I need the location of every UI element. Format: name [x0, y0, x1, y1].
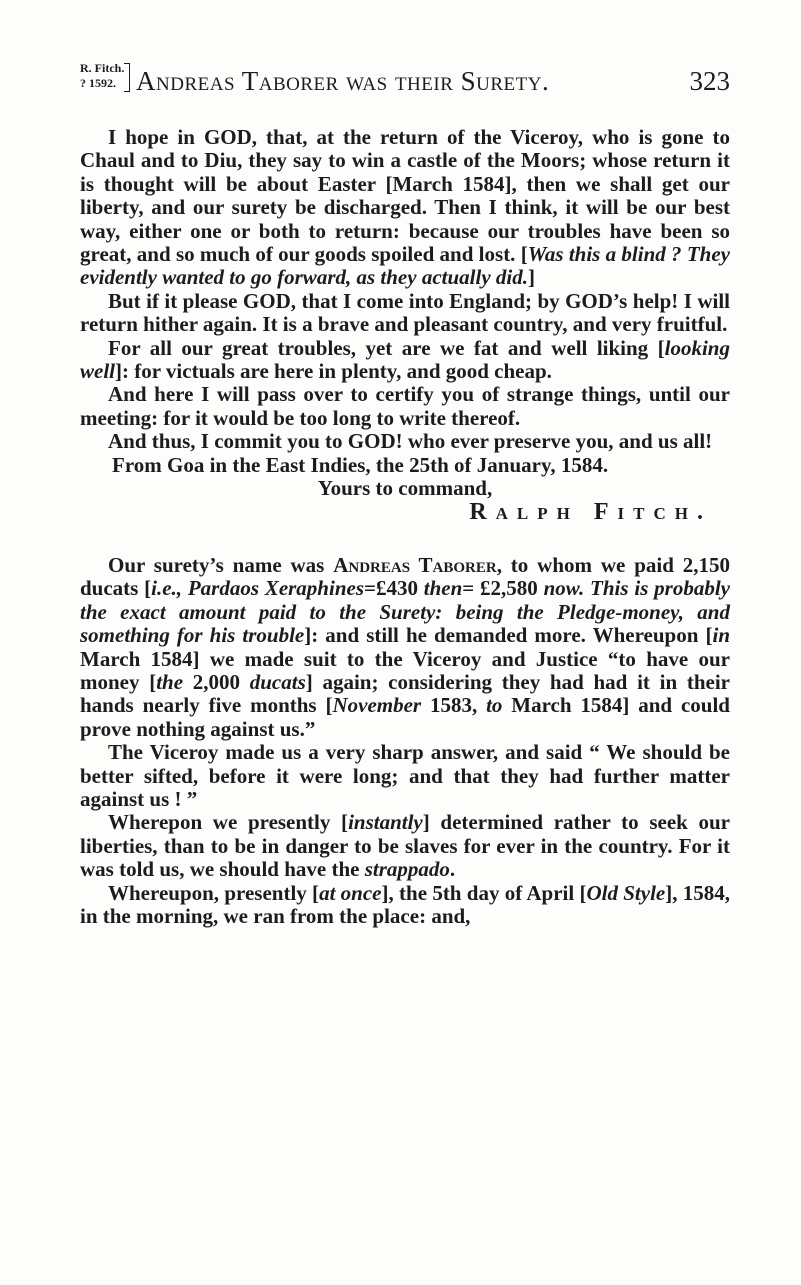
- paragraph: And thus, I commit you to GOD! who ever preserve you, and us all!: [108, 429, 713, 454]
- side-ref-date: [80, 76, 116, 90]
- letter-dateline: From Goa in the East Indies, the 25th of January, 1584.: [112, 452, 609, 477]
- paragraph: [80, 337, 730, 384]
- side-ref-query: ?: [80, 76, 86, 90]
- letter-valediction: Yours to command,: [317, 476, 493, 501]
- text-run: ] determined rather to seek our liberties, than to be in danger to be slaves for ever in the country. For it was told us, we should have the: [80, 810, 730, 882]
- running-title: Andreas Taborer was their Surety.: [136, 66, 550, 96]
- text-run: ]: for victuals are here in plenty, and good cheap.: [115, 359, 552, 384]
- text-run: , to whom we paid 2,150 ducats [: [80, 552, 730, 601]
- editor-note: looking well: [80, 335, 730, 384]
- editor-note: then: [423, 576, 463, 601]
- editor-note: at once: [319, 880, 382, 905]
- text-run: March 1584] we made suit to the Viceroy and Justice “to have our money [: [80, 646, 730, 694]
- text-run: ], 1584, in the morning, we ran from the place: and,: [80, 880, 731, 928]
- surety-name: Andreas Taborer: [333, 552, 497, 577]
- editor-note: Old Style: [586, 880, 666, 905]
- editor-note: to: [486, 693, 503, 718]
- text-run: Our surety’s name was: [108, 552, 334, 577]
- page-header: [80, 60, 730, 106]
- paragraph: [80, 126, 730, 290]
- letter-signature: Ralph Fitch.: [469, 498, 712, 525]
- text-run: ]: and still he demanded more. Whereupon [: [304, 623, 713, 648]
- paragraph: The Viceroy made us a very sharp answer, and said “ We should be better sifted, before it were long; and that they had further matter against us ! ”: [80, 740, 730, 811]
- paragraph: But if it please GOD, that I come into England; by GOD’s help! I will return hither again. It is a brave and pleasant country, and very fruitful.: [80, 288, 730, 337]
- paragraph: [80, 882, 730, 929]
- text-run: I hope in GOD, that, at the return of the Viceroy, who is gone to Chaul and to Diu, they say to win a castle of the Moors; whose return it is thought will be about Easter [March 1584], then we shall get our liberty, and our surety be discharged. Then I think, it will be our best way, either one or both to return: because our troubles have been so great, and so much of our goods spoiled and lost. [: [80, 125, 730, 267]
- editor-note: in: [712, 623, 730, 648]
- editor-note: instantly: [348, 810, 423, 835]
- editor-note: ducats: [249, 669, 306, 694]
- text-run: ] again; considering they had had it in their hands nearly five months [: [80, 669, 730, 718]
- paragraph: [80, 811, 730, 881]
- editor-note: Was this a blind ? They evidently wanted to go forward, as they actually did.: [80, 242, 731, 290]
- side-ref-bracket: [124, 63, 130, 92]
- editor-note: now. This is probably the exact amount paid to the Surety: being the Pledge-money, and something for his trouble: [80, 576, 730, 648]
- text-run: ], the 5th day of April [: [381, 880, 587, 905]
- text-run: ]: [527, 265, 535, 290]
- page-number: 323: [689, 66, 730, 96]
- paragraph: And here I will pass over to certify you of strange things, until our meeting: for it would be too long to write thereof.: [80, 382, 730, 430]
- editor-note: the: [156, 669, 184, 694]
- text-run: Wherepon we presently [: [108, 810, 349, 835]
- editor-note: strappado: [364, 857, 450, 882]
- text-run: Whereupon, presently [: [108, 880, 320, 905]
- page-body: [80, 126, 730, 928]
- side-ref-author: R. Fitch.: [80, 61, 125, 75]
- text-run: .: [449, 857, 456, 882]
- text-run: For all our great troubles, yet are we fat and well liking [: [108, 335, 665, 360]
- editor-note: November: [332, 693, 422, 718]
- side-ref-year: 1592.: [89, 76, 116, 90]
- marginal-reference: [80, 61, 125, 97]
- text-run: March 1584] and could prove nothing against us.”: [80, 693, 730, 741]
- text-run: 1583,: [421, 693, 487, 718]
- editor-note: i.e., Pardaos Xeraphines: [151, 576, 364, 601]
- paragraph: [80, 554, 730, 741]
- text-run: =£430: [364, 576, 424, 601]
- text-run: = £2,580: [462, 576, 544, 601]
- text-run: 2,000: [183, 669, 250, 694]
